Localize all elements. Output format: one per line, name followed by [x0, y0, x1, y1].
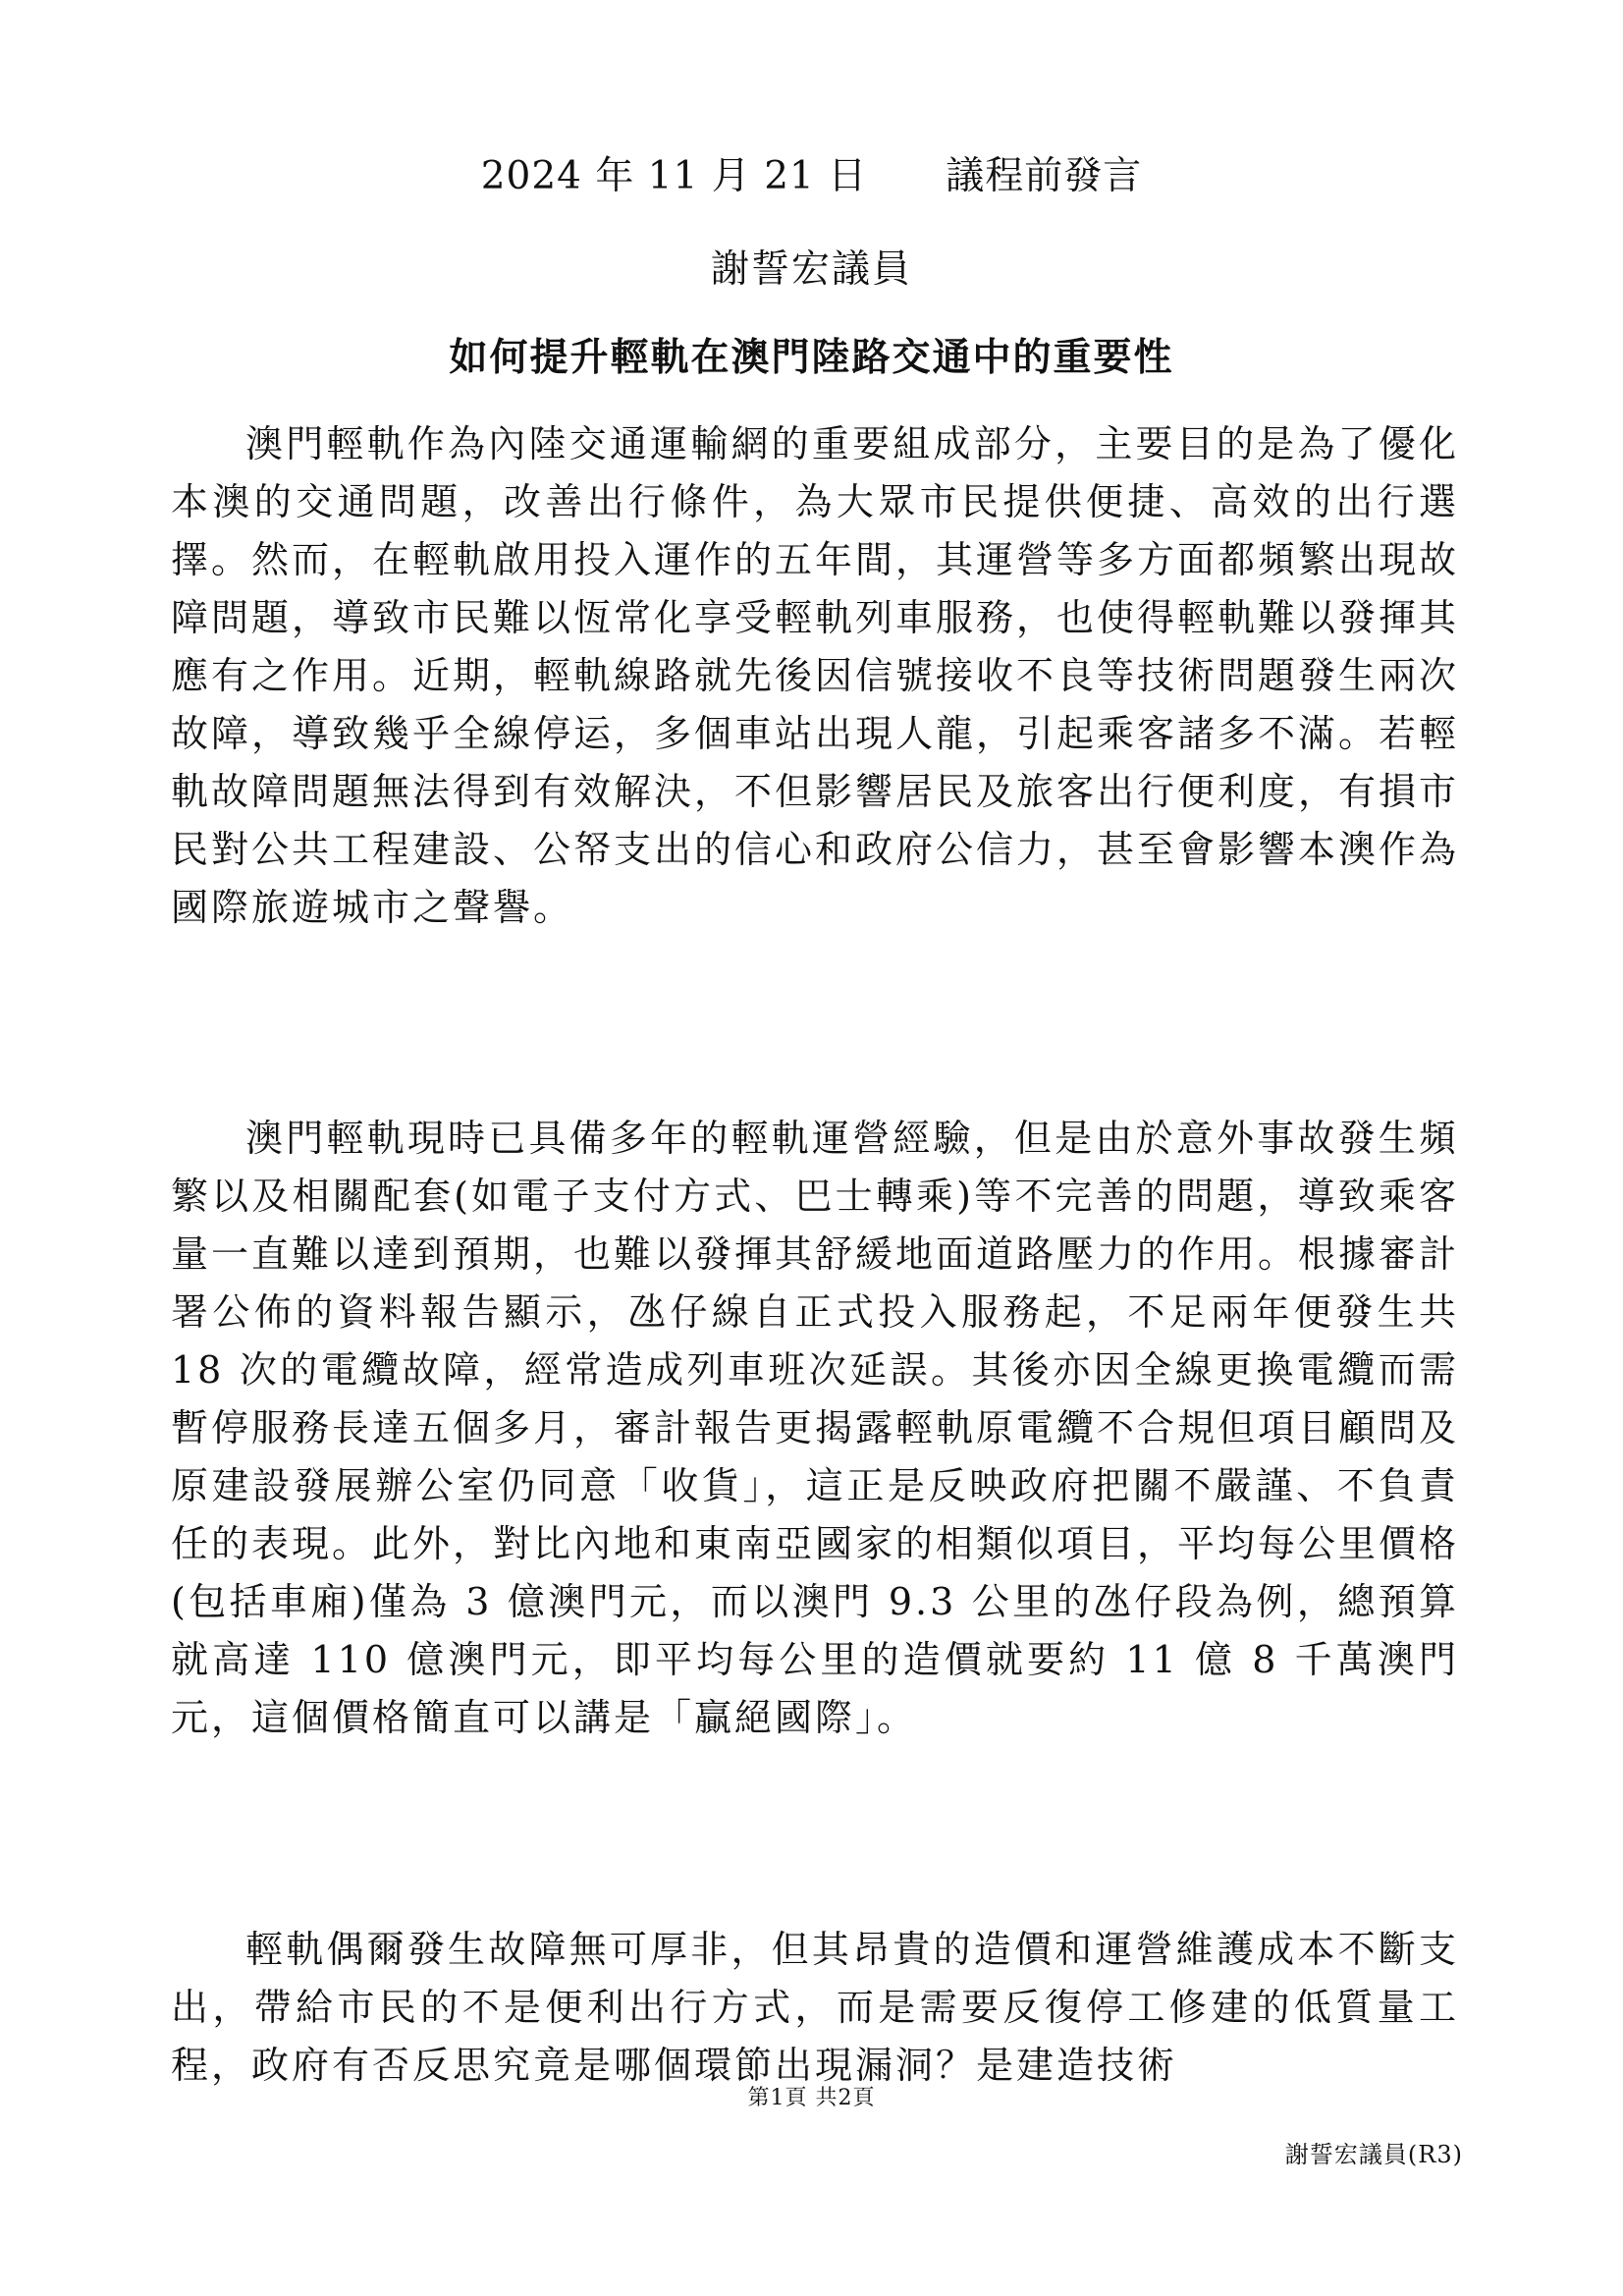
body-paragraph-3: 輕軌偶爾發生故障無可厚非，但其昂貴的造價和運營維護成本不斷支出，帶給市民的不是便利出行方式，而是需要反復停工修建的低質量工程，政府有否反思究竟是哪個環節出現漏洞？是建造技術	[171, 1928, 1459, 2087]
page-number: 第1頁 共2頁	[747, 2086, 876, 2110]
body-paragraph-2: 澳門輕軌現時已具備多年的輕軌運營經驗，但是由於意外事故發生頻繁以及相關配套(如電子支付方式、巴士轉乘)等不完善的問題，導致乘客量一直難以達到預期，也難以發揮其舒緩地面道路壓力的作用。根據審計署公佈的資料報告顯示，氹仔線自正式投入服務起，不足兩年便發生共 18 次的電纜故障，經常造成列車班次延誤。其後亦因全線更換電纜而需暫停服務長達五個多月，審計報告更揭露輕軌原電纜不合規但項目顧問及原建設發展辦公室仍同意「收貨」，這正是反映政府把關不嚴謹、不負責任的表現。此外，對比內地和東南亞國家的相類似項目，平均每公里價格(包括車廂)僅為 3 億澳門元，而以澳門 9.3 公里的氹仔段為例，總預算就高達 110 億澳門元，即平均每公里的造價就要約 11 億 8 千萬澳門元，這個價格簡直可以講是「贏絕國際」。	[171, 1117, 1460, 1739]
body-paragraph-1: 澳門輕軌作為內陸交通運輸網的重要組成部分，主要目的是為了優化本澳的交通問題，改善出行條件，為大眾市民提供便捷、高效的出行選擇。然而，在輕軌啟用投入運作的五年間，其運營等多方面都頻繁出現故障問題，導致市民難以恆常化享受輕軌列車服務，也使得輕軌難以發揮其應有之作用。近期，輕軌線路就先後因信號接收不良等技術問題發生兩次故障，導致幾乎全線停运，多個車站出現人龍，引起乘客諸多不滿。若輕軌故障問題無法得到有效解決，不但影響居民及旅客出行便利度，有損市民對公共工程建設、公帑支出的信心和政府公信力，甚至會影響本澳作為國際旅遊城市之聲譽。	[171, 422, 1460, 929]
speaker-name: 謝誓宏議員	[710, 247, 912, 292]
footer-author-tag: 謝誓宏議員(R3)	[1284, 2141, 1463, 2168]
speech-date: 2024 年 11 月 21 日	[480, 154, 868, 198]
document-title: 如何提升輕軌在澳門陸路交通中的重要性	[449, 335, 1174, 380]
speech-header	[0, 149, 1623, 204]
speech-type: 議程前發言	[946, 154, 1143, 198]
